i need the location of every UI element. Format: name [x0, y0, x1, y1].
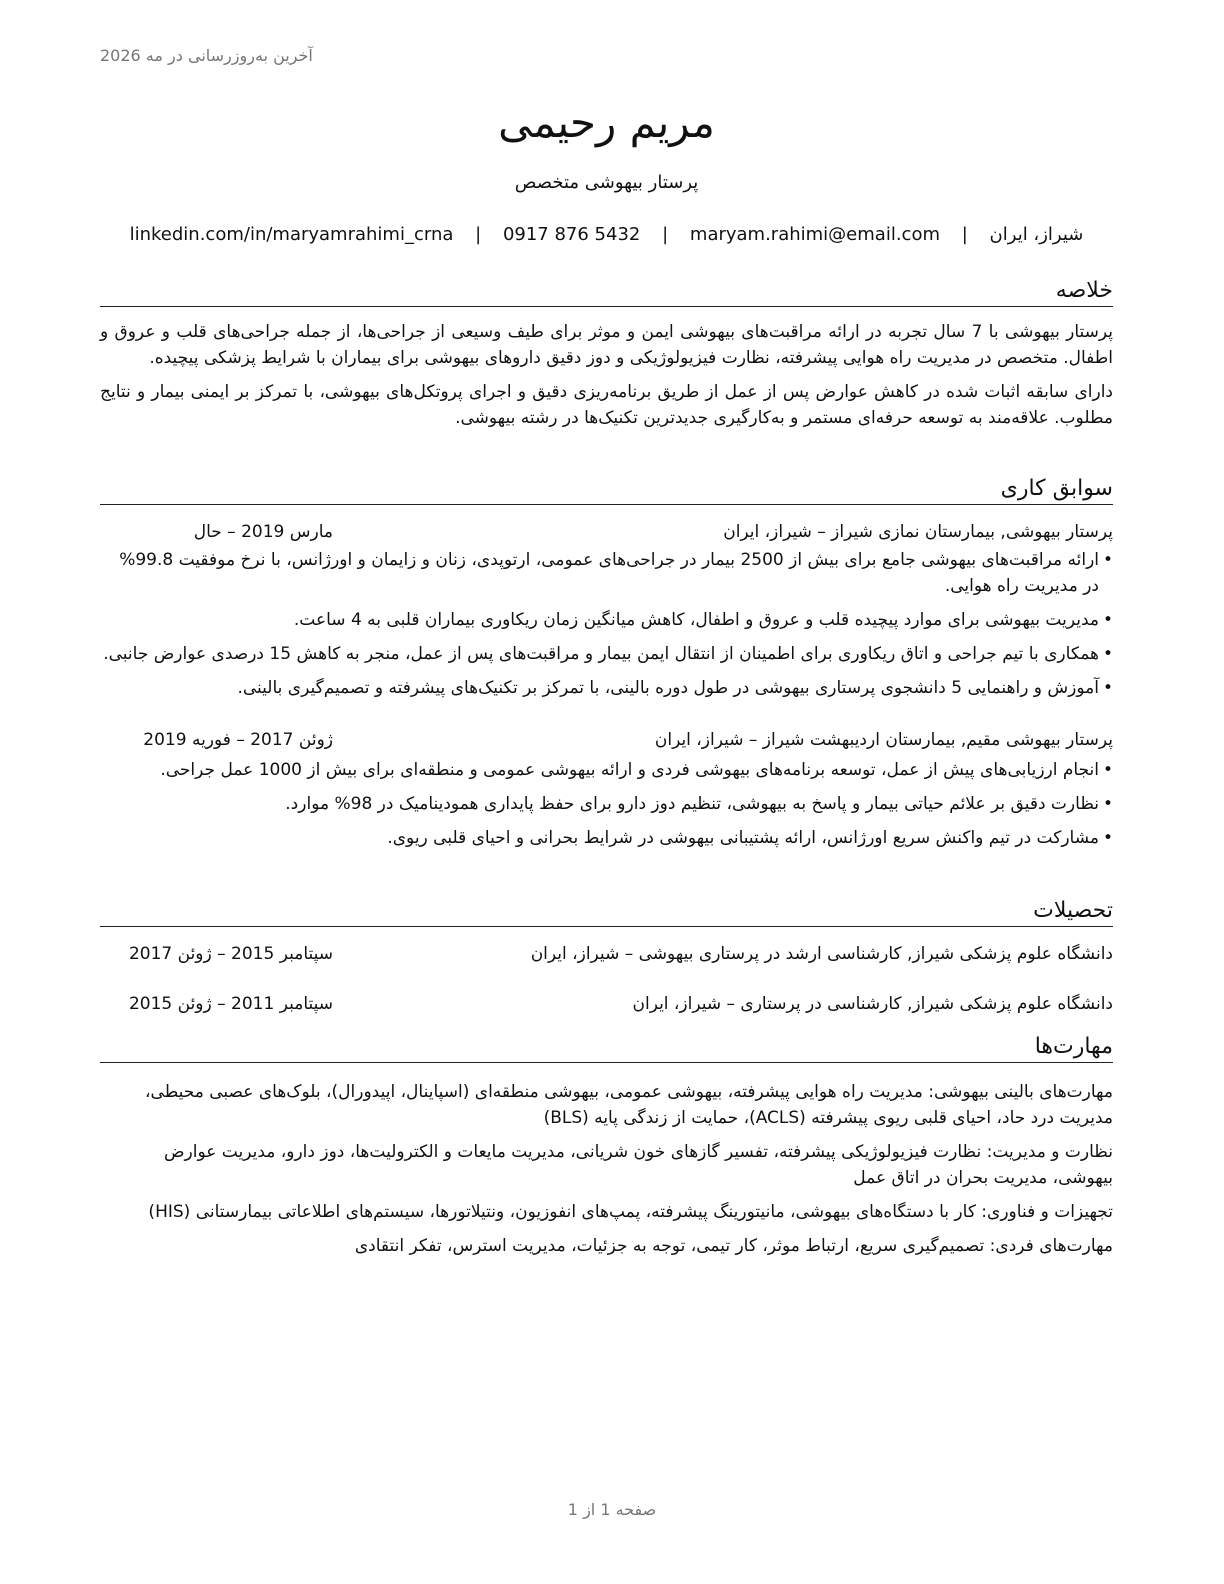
contact-location: شیراز، ایران [989, 224, 1084, 245]
job-entry [100, 727, 1113, 851]
last-updated: آخرین به‌روزرسانی در مه 2026 [100, 46, 313, 65]
contact-phone[interactable]: 0917 876 5432 [502, 224, 641, 245]
education-heading: تحصیلات [100, 896, 1113, 927]
job-header [100, 727, 1113, 753]
job-dates: مارس 2019 – حال [193, 522, 333, 542]
job-bullet: • نظارت دقیق بر علائم حیاتی بیمار و پاسخ به بیهوشی، تنظیم دوز دارو برای حفظ پایداری همودینامیک در 98% موارد. [100, 791, 1113, 817]
resume-page [100, 0, 1113, 1584]
skills-section [100, 1032, 1113, 1259]
education-dates: سپتامبر 2011 – ژوئن 2015 [128, 994, 333, 1014]
education-dates: سپتامبر 2015 – ژوئن 2017 [128, 944, 333, 964]
job-bullet: • ارائه مراقبت‌های بیهوشی جامع برای بیش از 2500 بیمار در جراحی‌های عمومی، ارتوپدی، زنان و زایمان و اورژانس، با نرخ موفقیت 99.8% در مدیریت راه هوایی. [100, 547, 1113, 599]
job-dates: ژوئن 2017 – فوریه 2019 [143, 730, 333, 750]
summary-section [100, 276, 1113, 431]
skill-group: مهارت‌های بالینی بیهوشی: مدیریت راه هوایی پیشرفته، بیهوشی عمومی، بیهوشی منطقه‌ای (اسپاینال، اپیدورال)، بلوک‌های عصبی محیطی، مدیریت درد حاد، احیای قلبی ریوی پیشرفته (ACLS)، حمایت از زندگی پایه (BLS) [145, 1082, 1113, 1128]
skills-heading: مهارت‌ها [100, 1032, 1113, 1063]
job-bullet: • مشارکت در تیم واکنش سریع اورژانس، ارائه پشتیبانی بیهوشی در شرایط بحرانی و احیای قلبی ریوی. [100, 825, 1113, 851]
skill-group: تجهیزات و فناوری: کار با دستگاه‌های بیهوشی، مانیتورینگ پیشرفته، پمپ‌های انفوزیون، ونتیلاتورها، سیستم‌های اطلاعاتی بیمارستانی (HIS) [148, 1202, 1113, 1222]
education-entry [100, 941, 1113, 967]
job-bullet: • انجام ارزیابی‌های پیش از عمل، توسعه برنامه‌های بیهوشی فردی و ارائه بیهوشی عمومی و منطقه‌ای برای بیش از 1000 عمل جراحی. [100, 757, 1113, 783]
contact-line [100, 224, 1113, 245]
education-section [100, 896, 1113, 1017]
candidate-name: مریم رحیمی [498, 98, 715, 147]
job-bullet: • آموزش و راهنمایی 5 دانشجوی پرستاری بیهوشی در طول دوره بالینی، با تمرکز بر تکنیک‌های پیشرفته و تصمیم‌گیری بالینی. [100, 675, 1113, 701]
job-role: پرستار بیهوشی مقیم, بیمارستان اردیبهشت شیراز – شیراز، ایران [654, 730, 1113, 750]
education-school: دانشگاه علوم پزشکی شیراز, کارشناسی ارشد در پرستاری بیهوشی – شیراز، ایران [530, 944, 1113, 964]
job-header [100, 519, 1113, 545]
experience-section [100, 474, 1113, 851]
education-school: دانشگاه علوم پزشکی شیراز, کارشناسی در پرستاری – شیراز، ایران [632, 994, 1113, 1014]
summary-paragraph: پرستار بیهوشی با 7 سال تجربه در ارائه مراقبت‌های بیهوشی ایمن و موثر برای طیف وسیعی از جراحی‌ها، از جمله جراحی‌های قلب و عروق و اطفال. متخصص در مدیریت راه هوایی پیشرفته، نظارت فیزیولوژیکی و دوز دقیق داروهای بیهوشی برای بیماران با شرایط پزشکی پیچیده. [100, 322, 1113, 368]
job-bullets [100, 547, 1113, 701]
skill-group: مهارت‌های فردی: تصمیم‌گیری سریع، ارتباط موثر، کار تیمی، توجه به جزئیات، مدیریت استرس، تفکر انتقادی [354, 1236, 1113, 1256]
summary-heading: خلاصه [100, 276, 1113, 307]
job-bullet: • همکاری با تیم جراحی و اتاق ریکاوری برای اطمینان از انتقال ایمن بیمار و مراقبت‌های پس از عمل، منجر به کاهش 15 درصدی عوارض جانبی. [100, 641, 1113, 667]
candidate-title: پرستار بیهوشی متخصص [514, 172, 699, 193]
contact-separator: | [961, 224, 968, 245]
experience-heading: سوابق کاری [100, 474, 1113, 505]
job-bullets [100, 757, 1113, 851]
job-role: پرستار بیهوشی, بیمارستان نمازی شیراز – شیراز، ایران [723, 522, 1113, 542]
job-bullet: • مدیریت بیهوشی برای موارد پیچیده قلب و عروق و اطفال، کاهش میانگین زمان ریکاوری بیماران قلبی به 4 ساعت. [100, 607, 1113, 633]
skill-group: نظارت و مدیریت: نظارت فیزیولوژیکی پیشرفته، تفسیر گازهای خون شریانی، مدیریت مایعات و الکترولیت‌ها، دوز دارو، مدیریت عوارض بیهوشی، مدیریت بحران در اتاق عمل [163, 1142, 1113, 1188]
contact-linkedin[interactable]: linkedin.com/in/maryamrahimi_crna [129, 224, 454, 245]
contact-separator: | [662, 224, 669, 245]
education-entry [100, 991, 1113, 1017]
contact-separator: | [475, 224, 482, 245]
job-entry [100, 519, 1113, 701]
summary-paragraph: دارای سابقه اثبات شده در کاهش عوارض پس از عمل از طریق برنامه‌ریزی دقیق و اجرای پروتکل‌های بیهوشی، با تمرکز بر ایمنی بیمار و نتایج مطلوب. علاقه‌مند به توسعه حرفه‌ای مستمر و به‌کارگیری جدیدترین تکنیک‌ها در رشته بیهوشی. [100, 382, 1113, 428]
contact-email[interactable]: maryam.rahimi@email.com [689, 224, 940, 245]
page-number: صفحه 1 از 1 [567, 1500, 657, 1519]
